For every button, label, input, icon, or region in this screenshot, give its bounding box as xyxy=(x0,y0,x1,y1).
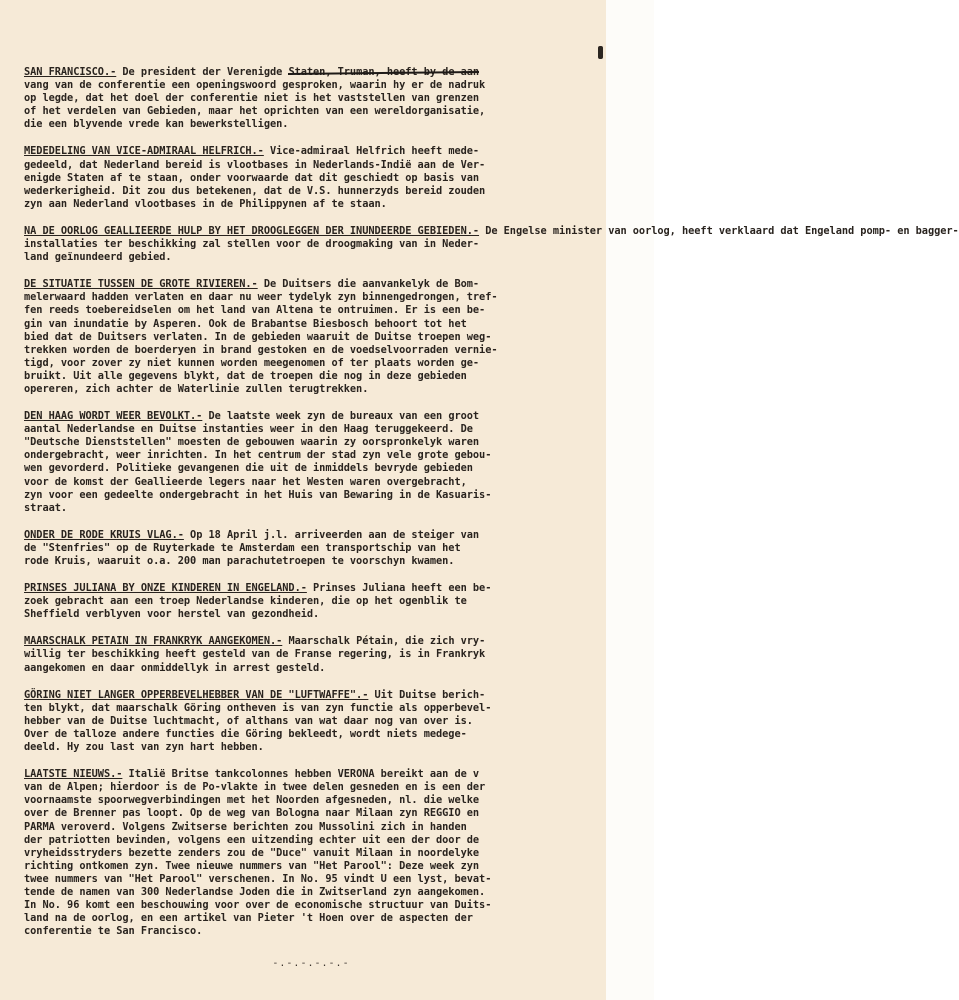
text-line xyxy=(24,198,604,211)
text-line xyxy=(24,728,604,741)
text-line xyxy=(24,66,604,79)
line-text: vryheidsstryders bezette zenders zou de "Duce" vanuit Milaan in noordelyke xyxy=(24,846,480,859)
line-text: ondergebracht, weer inrichten. In het centrum der stad zyn vele grote gebou- xyxy=(24,449,492,462)
line-text: op legde, dat het doel der conferentie niet is het vaststellen van grenzen xyxy=(24,92,480,105)
text-line xyxy=(24,383,604,396)
paragraph-heading: MEDEDELING VAN VICE-ADMIRAAL HELFRICH.- xyxy=(24,145,264,158)
text-line xyxy=(24,715,604,728)
line-text: vang van de conferentie een openingswoord gesproken, waarin hy er de nadruk xyxy=(24,79,486,92)
line-text: tigd, voor zover zy niet kunnen worden meegenomen of ter plaats worden ge- xyxy=(24,356,480,369)
text-line xyxy=(24,847,604,860)
news-paragraph xyxy=(24,768,604,938)
paragraph-heading: NA DE OORLOG GEALLIEERDE HULP BY HET DROOGLEGGEN DER INUNDEERDE GEBIEDEN.- xyxy=(24,224,480,237)
paragraph-heading: DEN HAAG WORDT WEER BEVOLKT.- xyxy=(24,410,203,423)
line-text: zoek gebracht aan een troep Nederlandse kinderen, die op het ogenblik te xyxy=(24,595,467,608)
line-text: of het verdelen van Gebieden, maar het oprichten van een wereldorganisatie, xyxy=(24,105,486,118)
line-text: In No. 96 komt een beschouwing voor over de economische structuur van Duits- xyxy=(24,899,492,912)
text-line xyxy=(24,331,604,344)
line-text: richting ontkomen zyn. Twee nieuwe nummers van "Het Parool": Deze week zyn xyxy=(24,859,480,872)
line-text: gedeeld, dat Nederland bereid is vlootbases in Nederlands-Indië aan de Ver- xyxy=(24,158,486,171)
text-line xyxy=(24,118,604,131)
line-text: Maarschalk Pétain, die zich vry- xyxy=(288,635,486,648)
text-line xyxy=(24,821,604,834)
text-line xyxy=(24,608,604,621)
news-paragraph xyxy=(24,224,959,264)
line-text: bied dat de Duitsers verlaten. In de gebieden waaruit de Duitse troepen weg- xyxy=(24,330,492,343)
text-line xyxy=(24,172,604,185)
line-text: gin van inundatie by Asperen. Ook de Brabantse Biesbosch behoort tot het xyxy=(24,317,467,330)
text-line xyxy=(24,224,959,238)
line-text: ten blykt, dat maarschalk Göring ontheven is van zyn functie als opperbevel- xyxy=(24,701,492,714)
news-paragraph xyxy=(24,410,604,515)
line-text: installaties ter beschikking zal stellen voor de droogmaking van in Neder- xyxy=(24,238,480,251)
document-body xyxy=(24,66,959,952)
line-text: willig ter beschikking heeft gesteld van de Franse regering, is in Frankryk xyxy=(24,648,486,661)
line-text: opereren, zich achter de Waterlinie zullen terugtrekken. xyxy=(24,382,369,395)
news-paragraph xyxy=(24,635,604,674)
text-line xyxy=(24,886,604,899)
line-text: Uit Duitse berich- xyxy=(374,688,486,701)
text-line xyxy=(24,689,604,702)
text-line xyxy=(24,291,604,304)
text-line xyxy=(24,251,604,264)
news-paragraph xyxy=(24,529,604,568)
news-paragraph xyxy=(24,689,604,754)
text-line xyxy=(24,899,604,912)
text-line xyxy=(24,238,604,251)
line-text: De Engelse minister van oorlog, heeft verklaard dat Engeland pomp- en bagger- xyxy=(485,224,959,237)
text-line xyxy=(24,807,604,820)
footer-ornament: -.-.-.-.-.- xyxy=(272,958,350,969)
text-line xyxy=(24,860,604,873)
line-text: zyn aan Nederland vlootbases in de Philippynen af te staan. xyxy=(24,197,387,210)
text-line xyxy=(24,92,604,105)
line-text: hebber van de Duitse luchtmacht, of althans van wat daar nog van over is. xyxy=(24,714,473,727)
text-line xyxy=(24,873,604,886)
line-text: aantal Nederlandse en Duitse instanties weer in den Haag teruggekeerd. De xyxy=(24,423,473,436)
text-line xyxy=(24,476,604,489)
line-text: de "Stenfries" op de Ruyterkade te Amsterdam een transportschip van het xyxy=(24,541,461,554)
paragraph-heading: DE SITUATIE TUSSEN DE GROTE RIVIEREN.- xyxy=(24,278,258,291)
line-text: voornaamste spoorwegverbindingen met het Noorden afgesneden, nl. die welke xyxy=(24,794,480,807)
news-paragraph xyxy=(24,278,604,396)
text-line xyxy=(24,318,604,331)
text-line xyxy=(24,489,604,502)
text-line xyxy=(24,702,604,715)
paragraph-heading: SAN FRANCISCO.- xyxy=(24,66,117,78)
text-line xyxy=(24,410,604,423)
text-line xyxy=(24,925,604,938)
text-line xyxy=(24,304,604,317)
text-line xyxy=(24,278,604,291)
line-text: land na de oorlog, en een artikel van Pieter 't Hoen over de aspecten der xyxy=(24,912,473,925)
text-line xyxy=(24,834,604,847)
line-text: "Deutsche Dienststellen" moesten de gebouwen waarin zy oorspronkelyk waren xyxy=(24,436,480,449)
line-text: over de Brenner pas loopt. Op de weg van Bologna naar Milaan zyn REGGIO en xyxy=(24,807,480,820)
line-text: wen gevorderd. Politieke gevangenen die uit de inmiddels bevryde gebieden xyxy=(24,462,473,475)
paragraph-heading: MAARSCHALK PETAIN IN FRANKRYK AANGEKOMEN.- xyxy=(24,635,283,648)
text-line xyxy=(24,595,604,608)
text-line xyxy=(24,370,604,383)
paragraph-heading: LAATSTE NIEUWS.- xyxy=(24,768,123,781)
line-text: enigde Staten af te staan, onder voorwaarde dat dit geschiedt op basis van xyxy=(24,171,480,184)
text-line xyxy=(24,662,604,675)
text-line xyxy=(24,582,604,595)
paragraph-heading: GÖRING NIET LANGER OPPERBEVELHEBBER VAN DE "LUFTWAFFE".- xyxy=(24,688,369,701)
news-paragraph xyxy=(24,66,604,131)
text-line xyxy=(24,542,604,555)
line-text: die een blyvende vrede kan bewerkstelligen. xyxy=(24,118,289,131)
line-text: Vice-admiraal Helfrich heeft mede- xyxy=(269,145,480,158)
line-text: land geïnundeerd gebied. xyxy=(24,251,172,264)
line-text: tende de namen van 300 Nederlandse Joden die in Zwitserland zyn aangekomen. xyxy=(24,885,486,898)
line-text: conferentie te San Francisco. xyxy=(24,925,203,938)
line-text: zyn voor een gedeelte ondergebracht in het Huis van Bewaring in de Kasuaris- xyxy=(24,488,492,501)
text-line xyxy=(24,105,604,118)
line-text: Op 18 April j.l. arriveerden aan de steiger van xyxy=(190,528,480,541)
text-line xyxy=(24,781,604,794)
line-text: der patriotten bevinden, volgens een uitzending echter uit een der door de xyxy=(24,833,480,846)
struck-out-text: Staten, Truman, heeft by de aan xyxy=(288,66,480,78)
text-line xyxy=(24,159,604,172)
ink-mark xyxy=(598,46,603,59)
line-text: De laatste week zyn de bureaux van een groot xyxy=(208,410,480,423)
line-text: wederkerigheid. Dit zou dus betekenen, dat de V.S. hunnerzyds bereid zouden xyxy=(24,184,486,197)
line-text: aangekomen en daar onmiddellyk in arrest gesteld. xyxy=(24,661,326,674)
text-line xyxy=(24,555,604,568)
text-line xyxy=(24,502,604,515)
text-line xyxy=(24,912,604,925)
line-text: twee nummers van "Het Parool" verschenen. In No. 95 vindt U een lyst, bevat- xyxy=(24,872,492,885)
text-line xyxy=(24,648,604,661)
line-text: van de Alpen; hierdoor is de Po-vlakte in twee delen gesneden en is een der xyxy=(24,781,486,794)
text-line xyxy=(24,423,604,436)
text-line xyxy=(24,145,604,158)
line-text: bruikt. Uit alle gegevens blykt, dat de troepen die nog in deze gebieden xyxy=(24,369,467,382)
news-paragraph xyxy=(24,145,604,210)
text-line xyxy=(24,794,604,807)
line-text: PARMA veroverd. Volgens Zwitserse berichten zou Mussolini zich in handen xyxy=(24,820,467,833)
line-text: deeld. Hy zou last van zyn hart hebben. xyxy=(24,741,264,754)
text-line xyxy=(24,462,604,475)
line-text: fen reeds toebereidselen om het land van Altena te ontruimen. Er is een be- xyxy=(24,304,486,317)
news-paragraph xyxy=(24,582,604,621)
text-line xyxy=(24,768,604,781)
line-text: Over de talloze andere functies die Göring bekleedt, wordt niets medege- xyxy=(24,727,467,740)
line-text: De president der Verenigde Staten, Truman, heeft by de aan xyxy=(122,66,480,78)
line-text: voor de komst der Geallieerde legers naar het Westen waren overgebracht, xyxy=(24,475,467,488)
text-line xyxy=(24,185,604,198)
text-line xyxy=(24,449,604,462)
paragraph-heading: PRINSES JULIANA BY ONZE KINDEREN IN ENGELAND.- xyxy=(24,582,307,595)
text-line xyxy=(24,741,604,754)
line-text: trekken worden de boerderyen in brand gestoken en de voedselvoorraden vernie- xyxy=(24,343,498,356)
text-line xyxy=(24,436,604,449)
background-margin xyxy=(606,0,654,1000)
text-line xyxy=(24,357,604,370)
line-text: melerwaard hadden verlaten en daar nu weer tydelyk zyn binnengedrongen, tref- xyxy=(24,291,498,304)
line-text: straat. xyxy=(24,501,68,514)
text-line xyxy=(24,79,604,92)
line-text: rode Kruis, waaruit o.a. 200 man parachutetroepen te voorschyn kwamen. xyxy=(24,555,455,567)
line-text: Prinses Juliana heeft een be- xyxy=(313,582,492,595)
text-line xyxy=(24,344,604,357)
line-text: De Duitsers die aanvankelyk de Bom- xyxy=(263,278,480,291)
line-text: Italië Britse tankcolonnes hebben VERONA bereikt aan de v xyxy=(128,768,480,781)
paragraph-heading: ONDER DE RODE KRUIS VLAG.- xyxy=(24,528,184,541)
text-line xyxy=(24,635,604,648)
text-line xyxy=(24,529,604,542)
line-text: Sheffield verblyven voor herstel van gezondheid. xyxy=(24,608,320,621)
